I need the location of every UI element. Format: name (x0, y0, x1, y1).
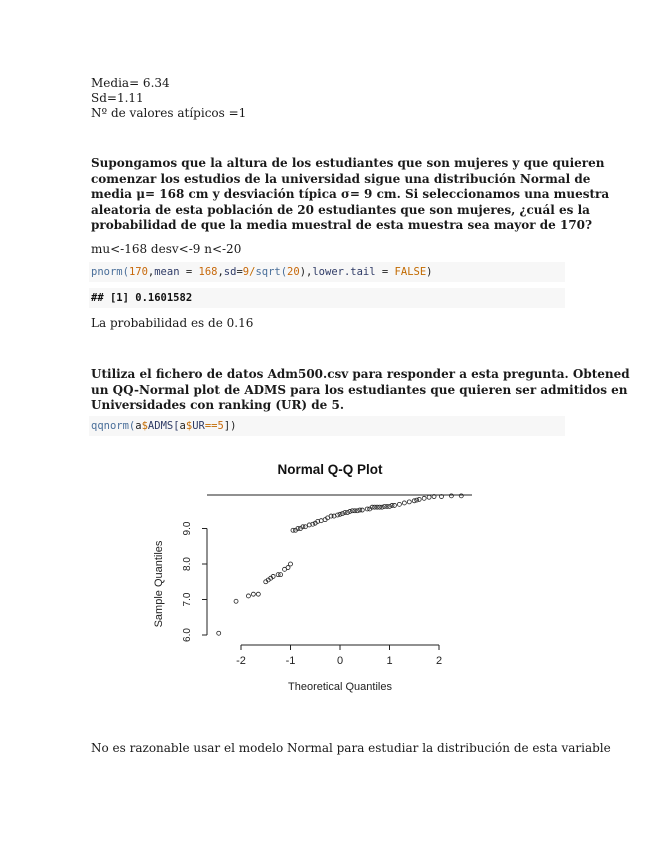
data-point (217, 631, 221, 635)
data-point (449, 494, 453, 498)
data-point (286, 566, 290, 570)
stat-atipicos: Nº de valores atípicos =1 (91, 106, 247, 120)
question1-line: probabilidad de que la media muestral de esta muestra sea mayor de 170? (91, 218, 593, 232)
code-output: ## [1] 0.1601582 (89, 288, 565, 308)
y-tick-label: 8.0 (182, 557, 193, 571)
data-points (217, 494, 464, 635)
y-tick-label: 7.0 (182, 592, 193, 607)
stat-sd: Sd=1.11 (91, 91, 144, 105)
data-point (417, 497, 421, 501)
x-axis-label: Theoretical Quantiles (288, 681, 392, 693)
x-tick-label: -1 (285, 655, 296, 667)
data-point (392, 503, 396, 507)
data-point (422, 496, 426, 500)
x-tick-label: 1 (386, 655, 393, 667)
code-qqnorm: qqnorm(a$ADMS[a$UR==5]) (89, 416, 565, 436)
x-axis (236, 645, 442, 667)
data-point (289, 562, 293, 566)
question2-line: Universidades con ranking (UR) de 5. (91, 398, 345, 412)
qq-plot (0, 450, 655, 710)
data-point (303, 525, 307, 529)
data-point (407, 500, 411, 504)
x-tick-label: 0 (336, 655, 344, 667)
y-tick-label: 9.0 (182, 521, 193, 536)
question1-line: Supongamos que la altura de los estudiantes que son mujeres y que quieren (91, 156, 605, 170)
y-axis-label: Sample Quantiles (153, 540, 165, 628)
x-tick-label: -2 (236, 655, 246, 667)
data-point (360, 508, 364, 512)
chart-title: Normal Q-Q Plot (277, 462, 383, 477)
data-point (397, 502, 401, 506)
question1-answer: La probabilidad es de 0.16 (91, 316, 254, 330)
question2-line: un QQ-Normal plot de ADMS para los estudiantes que quieren ser admitidos en (91, 382, 628, 397)
question1-line: aleatoria de esta población de 20 estudiantes que son mujeres, ¿cuál es la (91, 202, 590, 217)
x-tick-label: 2 (435, 655, 443, 667)
question1-vars: mu<-168 desv<-9 n<-20 (91, 242, 242, 256)
data-point (256, 592, 260, 596)
question1-line: comenzar los estudios de la universidad sigue una distribución Normal de (91, 171, 591, 186)
data-point (340, 512, 344, 516)
question2-line: Utiliza el fichero de datos Adm500.csv para responder a esta pregunta. Obtened (91, 367, 630, 381)
code-pnorm: pnorm(170,mean = 168,sd=9/sqrt(20),lower.tail = FALSE) (89, 262, 565, 282)
data-point (246, 594, 250, 598)
data-point (279, 573, 283, 577)
conclusion: No es razonable usar el modelo Normal para estudiar la distribución de esta variable (91, 741, 611, 755)
y-axis (182, 521, 207, 642)
data-point (234, 599, 238, 603)
data-point (388, 504, 392, 508)
y-tick-label: 6.0 (182, 628, 193, 642)
data-point (427, 495, 431, 499)
data-point (251, 592, 255, 596)
data-point (402, 501, 406, 505)
stat-media: Media= 6.34 (91, 76, 170, 90)
data-point (459, 494, 463, 498)
question1-line: media μ= 168 cm y desviación típica σ= 9 cm. Si seleccionamos una muestra (91, 187, 610, 201)
data-point (345, 511, 349, 515)
